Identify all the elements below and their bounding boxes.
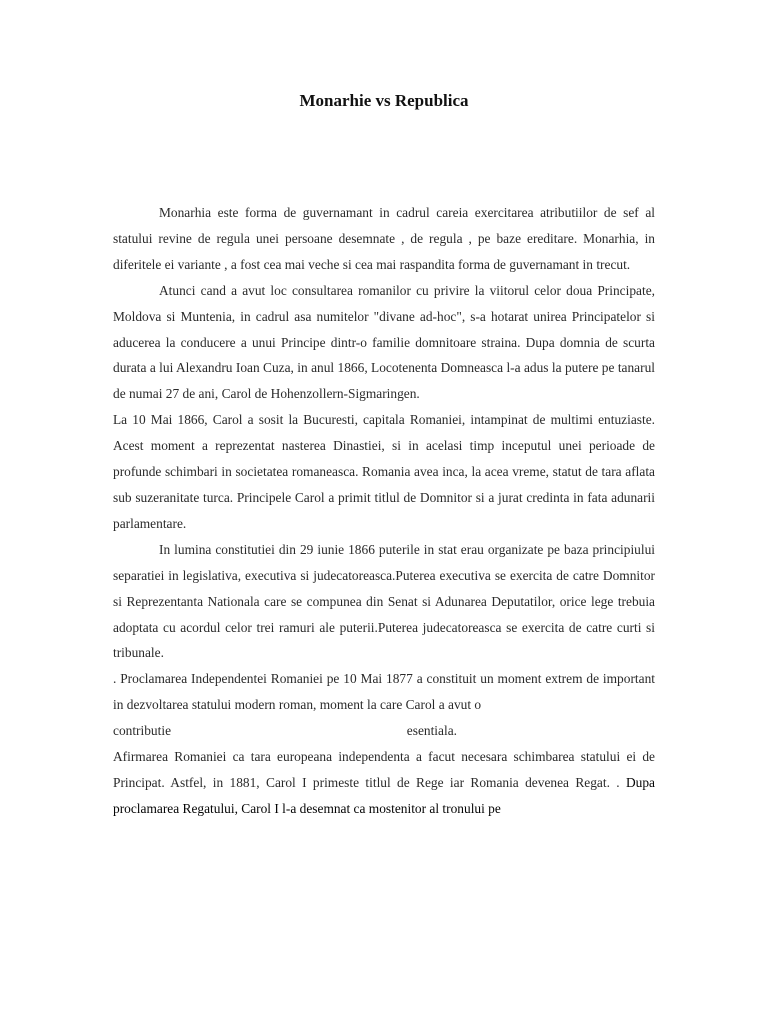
contributie-word: contributie [113,723,172,739]
paragraph-independenta: . Proclamarea Independentei Romaniei pe 10 Mai 1877 a constituit un moment extrem de important in dezvoltarea statului modern roman, moment la care Carol a avut o [113,671,655,713]
paragraph-regat-tail: Dupa proclamarea Regatului, Carol I l-a desemnat ca mostenitor al tronului pe [113,774,655,816]
document-body [113,200,655,822]
page-title: Monarhie vs Republica [299,91,469,110]
paragraph-monarhia: Monarhia este forma de guvernamant in cadrul careia exercitarea atributiilor de sef al statului revine de regula unei persoane desemnate , de regula , pe baze ereditare. Monarhia, in diferitele ei variante , a fost cea mai veche si cea mai raspandita forma de guvernamant in trecut. [113,205,655,272]
paragraph-regat-text: Afirmarea Romaniei ca tara europeana independenta a facut necesara schimbarea statului ei de Principat. Astfel, in 1881, Carol I primeste titlul de Rege iar Romania devenea Regat. . [113,749,655,790]
contributie-line [113,718,655,744]
paragraph-carol-sosire: La 10 Mai 1866, Carol a sosit la Bucuresti, capitala Romaniei, intampinat de multimi entuziaste. Acest moment a reprezentat nasterea Dinastiei, si in acelasi timp inceputul unei perioade de profunde schimbari in societatea romaneasca. Romania avea inca, la acea vreme, statut de tara aflata sub suzeranitate turca. Principele Carol a primit titlul de Domnitor si a jurat credinta in fata adunarii parlamentare. [113,412,655,531]
paragraph-regat [113,744,655,822]
paragraph-principate: Atunci cand a avut loc consultarea romanilor cu privire la viitorul celor doua Principate, Moldova si Muntenia, in cadrul asa numitelor "divane ad-hoc", s-a hotarat unirea Principatelor si aducerea la conducere a unui Principe dintr-o familie domnitoare straina. Dupa domnia de scurta durata a lui Alexandru Ioan Cuza, in anul 1866, Locotenenta Domneasca l-a adus la putere pe tanarul de numai 27 de ani, Carol de Hohenzollern-Sigmaringen. [113,282,655,402]
esentiala-word: esentiala. [406,723,457,739]
paragraph-constitutie: In lumina constitutiei din 29 iunie 1866 puterile in stat erau organizate pe baza principiului separatiei in legislativa, executiva si judecatoreasca.Puterea executiva se exercita de catre Domnitor si Reprezentanta Nationala care se compunea din Senat si Adunarea Deputatilor, orice lege trebuia adoptata cu acordul celor trei ramuri ale puterii.Puterea judecatoreasca se exercita de catre curti si tribunale. [113,541,655,661]
